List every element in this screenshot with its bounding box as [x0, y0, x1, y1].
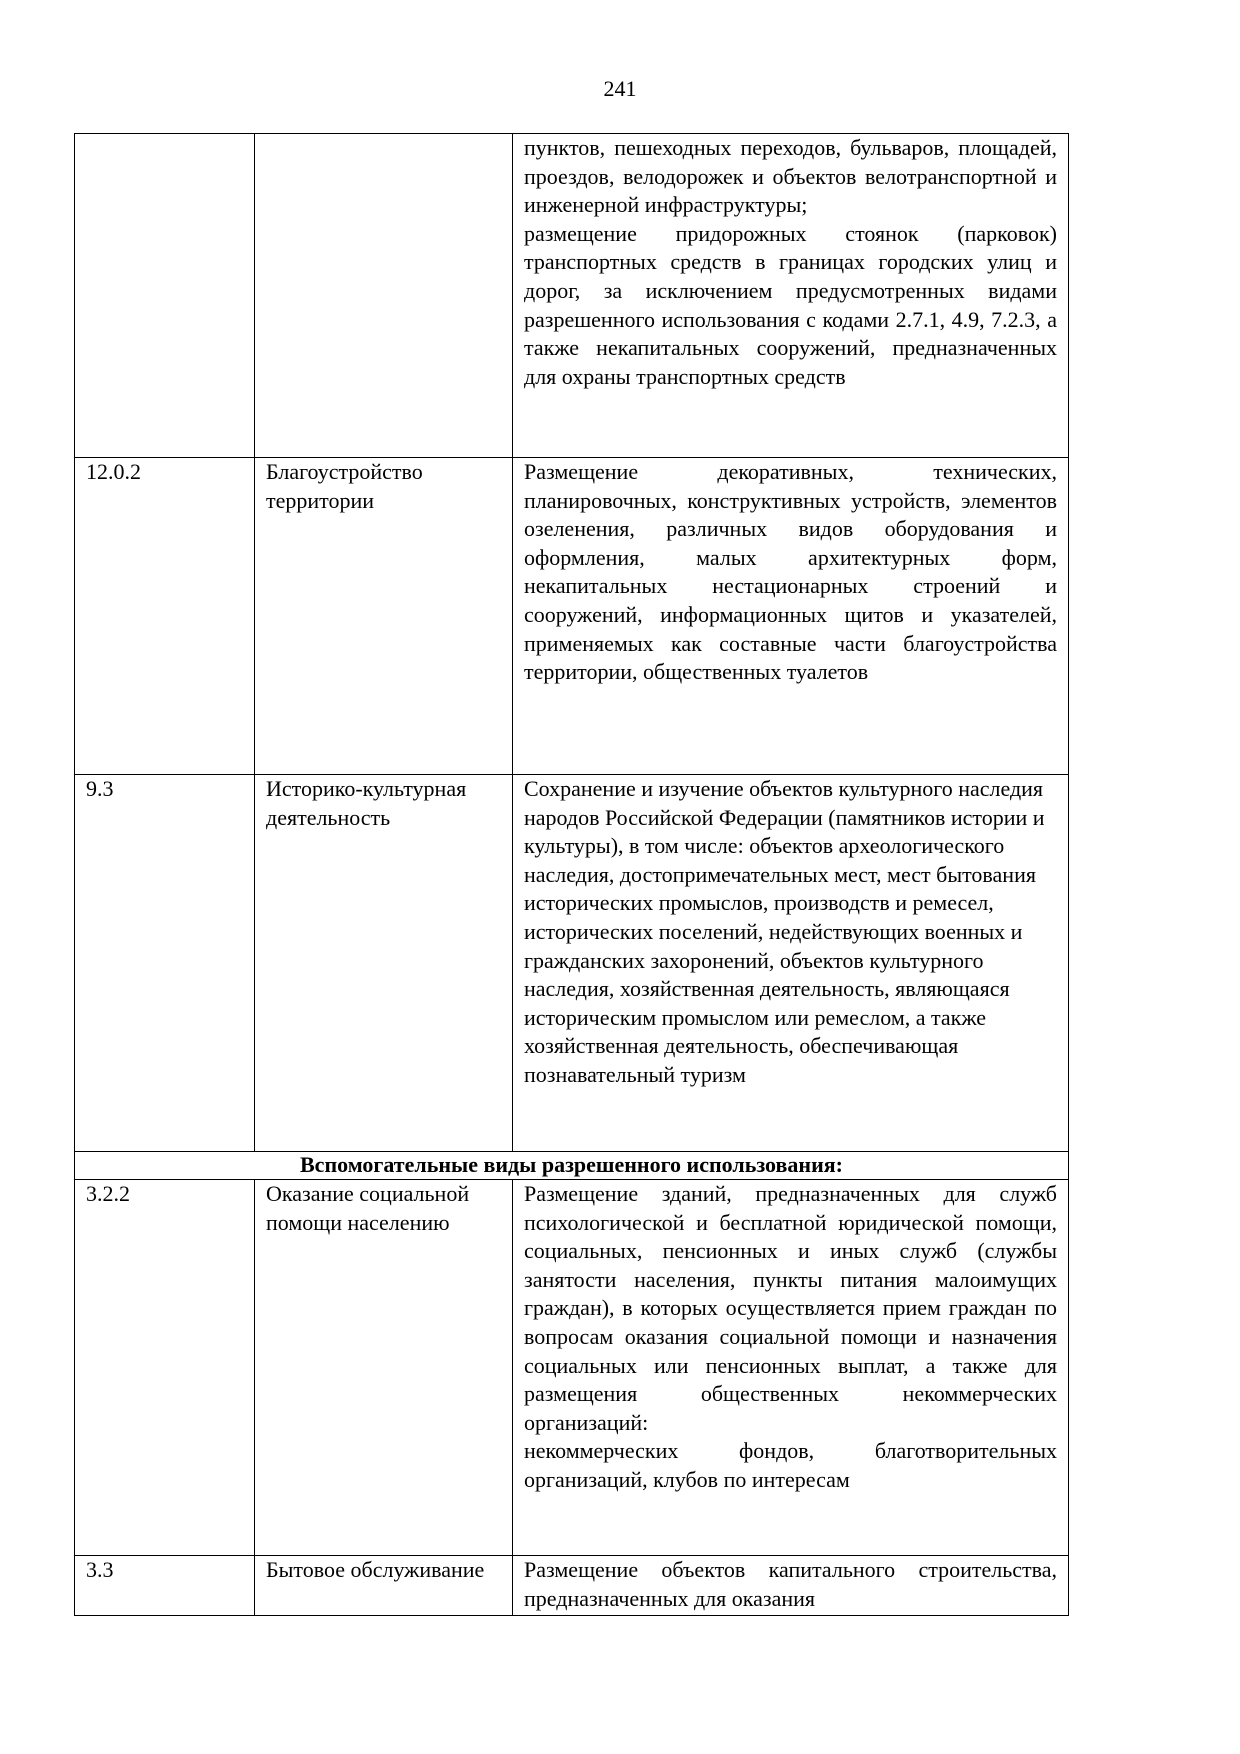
table-row [75, 1180, 1069, 1556]
description-cell [513, 458, 1069, 775]
description-cell [513, 134, 1069, 458]
section-heading: Вспомогательные виды разрешенного использования: [75, 1152, 1069, 1180]
description-paragraph: некоммерческих фондов, благотворительных организаций, клубов по интересам [524, 1438, 1057, 1492]
description-paragraph: пунктов, пешеходных переходов, бульваров, площадей, проездов, велодорожек и объектов велотранспортной и инженерной инфраструктуры; [524, 135, 1057, 218]
name-cell: Оказание социальной помощи населению [255, 1180, 513, 1556]
land-use-table [74, 133, 1069, 1616]
description-cell [513, 1180, 1069, 1556]
name-cell: Историко-культурная деятельность [255, 775, 513, 1152]
description-paragraph: Размещение зданий, предназначенных для служб психологической и бесплатной юридической помощи, социальных, пенсионных и иных служб (службы занятости населения, пункты питания малоимущих граждан), в которых осуществляется прием граждан по вопросам оказания социальной помощи и назначения социальных или пенсионных выплат, а также для размещения общественных некоммерческих организаций: [524, 1181, 1057, 1435]
name-cell: Бытовое обслуживание [255, 1556, 513, 1616]
page-number: 241 [603, 76, 637, 101]
description-paragraph: Размещение объектов капитального строительства, предназначенных для оказания [524, 1557, 1057, 1611]
code-cell: 9.3 [75, 775, 255, 1152]
description-paragraph: размещение придорожных стоянок (парковок) транспортных средств в границах городских улиц и дорог, за исключением предусмотренных видами разрешенного использования с кодами 2.7.1, 4.9, 7.2.3, а также некапитальных сооружений, предназначенных для охраны транспортных средств [524, 220, 1057, 389]
description-paragraph: Сохранение и изучение объектов культурного наследия народов Российской Федерации (памятников истории и культуры), в том числе: объектов археологического наследия, достопримечательных мест, мест бытования исторических промыслов, производств и ремесел, исторических поселений, недействующих военных и гражданских захоронений, объектов культурного наследия, хозяйственная деятельность, являющаяся историческим промыслом или ремеслом, а также хозяйственная деятельность, обеспечивающая познавательный туризм [524, 776, 1045, 1087]
table-row [75, 775, 1069, 1152]
code-cell: 3.3 [75, 1556, 255, 1616]
code-cell: 12.0.2 [75, 458, 255, 775]
code-cell [75, 134, 255, 458]
name-cell: Благоустройство территории [255, 458, 513, 775]
description-cell [513, 775, 1069, 1152]
code-cell: 3.2.2 [75, 1180, 255, 1556]
description-cell [513, 1556, 1069, 1616]
table-row [75, 458, 1069, 775]
section-heading-row [75, 1152, 1069, 1180]
description-paragraph: Размещение декоративных, технических, планировочных, конструктивных устройств, элементов озеленения, различных видов оборудования и оформления, малых архитектурных форм, некапитальных нестационарных строений и сооружений, информационных щитов и указателей, применяемых как составные части благоустройства территории, общественных туалетов [524, 459, 1057, 685]
table-row [75, 134, 1069, 458]
name-cell [255, 134, 513, 458]
table-row [75, 1556, 1069, 1616]
